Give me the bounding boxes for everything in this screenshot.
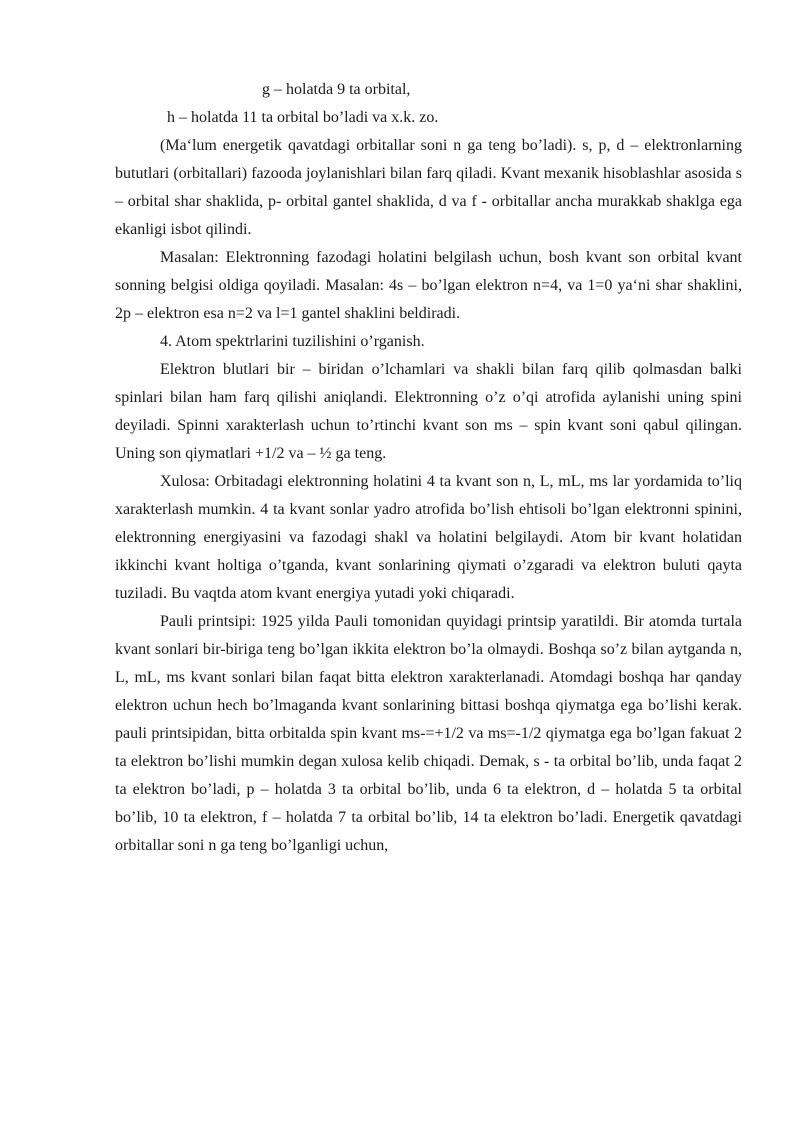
paragraph-example: Masalan: Elektronning fazodagi holatini belgilash uchun, bosh kvant son orbital kvant sonning belgisi oldiga qoyiladi. Masalan: 4s – bo’lgan elektron n=4, va 1=0 ya‘ni shar shaklini, 2p – elektron esa n=2 va l=1 gantel shaklini beldiradi.	[115, 249, 742, 322]
paragraph-orbital-shapes: (Ma‘lum energetik qavatdagi orbitallar soni n ga teng bo’ladi). s, p, d – elektronlarning bututlari (orbitallari) fazooda joylanishlari bilan farq qiladi. Kvant mexanik hisoblashlar asosida s – orbital shar shaklida, p- orbital gantel shaklida, d va f - orbitallar ancha murakkab shaklga ega ekanligi isbot qilindi.	[115, 137, 742, 238]
paragraph-conclusion: Xulosa: Orbitadagi elektronning holatini 4 ta kvant son n, L, mL, ms lar yordamida to’liq xarakterlash mumkin. 4 ta kvant sonlar yadro atrofida bo’lish ehtisoli bo’lgan elektronni spinini, elektronning energiyasini va fazodagi shakl va holatini belgilaydi. Atom bir kvant holatidan ikkinchi kvant holtiga o’tganda, kvant sonlarining qiymati o’zgaradi va elektron buluti qayta tuziladi. Bu vaqtda atom kvant energiya yutadi yoki chiqaradi.	[115, 473, 742, 602]
paragraph-spin: Elektron blutlari bir – biridan o’lchamlari va shakli bilan farq qilib qolmasdan balki spinlari bilan ham farq qilishi aniqlandi. Elektronning o’z o’qi atrofida aylanishi uning spini deyiladi. Spinni xarakterlash uchun to’rtinchi kvant son ms – spin kvant soni qabul qilingan. Uning son qiymatlari +1/2 va – ½ ga teng.	[115, 361, 742, 462]
paragraph-pauli-principle: Pauli printsipi: 1925 yilda Pauli tomonidan quyidagi printsip yaratildi. Bir atomda turtala kvant sonlari bir-biriga teng bo’lgan ikkita elektron bo’la olmaydi. Boshqa so’z bilan aytganda n, L, mL, ms kvant sonlari bilan faqat bitta elektron xarakterlanadi. Atomdagi boshqa har qanday elektron uchun hech bo’lmaganda kvant sonlarining bittasi boshqa qiymatga ega bo’lishi kerak. pauli printsipidan, bitta orbitalda spin kvant ms-=+1/2 va ms=-1/2 qiymatga ega bo’lgan fakuat 2 ta elektron bo’lishi mumkin degan xulosa kelib chiqadi. Demak, s - ta orbital bo’lib, unda faqat 2 ta elektron bo’ladi, p – holatda 3 ta orbital bo’lib, unda 6 ta elektron, d – holatda 5 ta orbital bo’lib, 10 ta elektron, f – holatda 7 ta orbital bo’lib, 14 ta elektron bo’ladi. Energetik qavatdagi orbitallar soni n ga teng bo’lganligi uchun,	[115, 613, 742, 854]
g-orbital-line: g – holatda 9 ta orbital,	[262, 81, 411, 98]
section-heading-atom-spectra: 4. Atom spektrlarini tuzilishini o’rganish.	[160, 333, 425, 350]
h-orbital-line: h – holatda 11 ta orbital bo’ladi va x.k. zo.	[167, 109, 439, 126]
document-page	[115, 76, 742, 860]
